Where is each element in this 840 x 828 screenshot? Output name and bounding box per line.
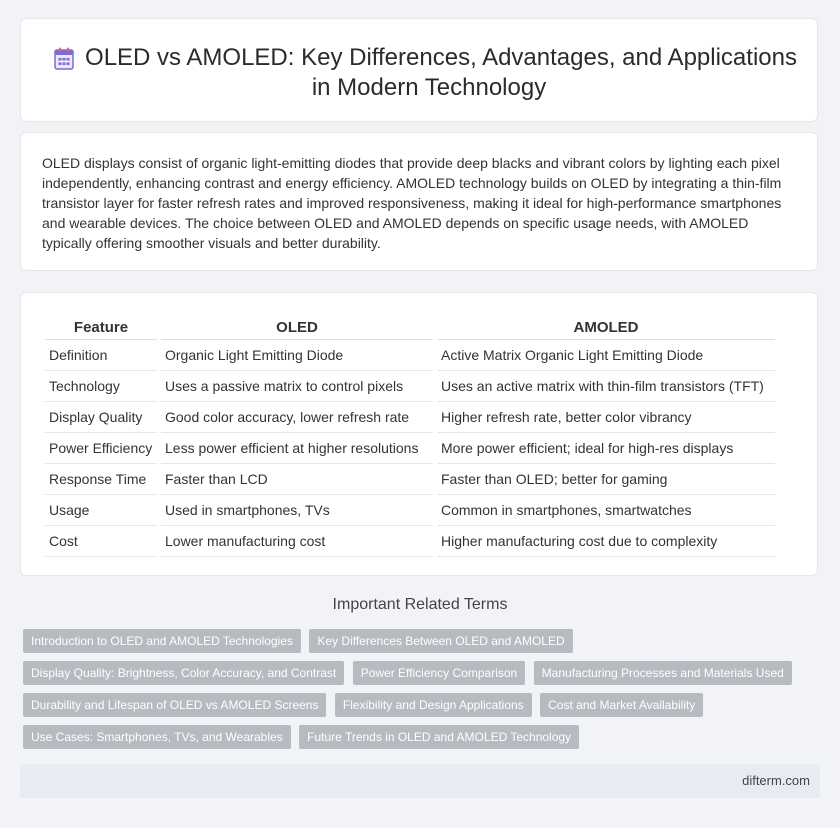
related-term-tag[interactable]: Power Efficiency Comparison bbox=[353, 661, 526, 685]
table-row bbox=[45, 402, 775, 433]
table-row bbox=[45, 495, 775, 526]
header-amoled: AMOLED bbox=[437, 313, 775, 340]
table-cell: Uses an active matrix with thin-film transistors (TFT) bbox=[437, 371, 775, 402]
table-cell: Higher refresh rate, better color vibrancy bbox=[437, 402, 775, 433]
table-cell: Display Quality bbox=[45, 402, 157, 433]
footer bbox=[20, 764, 820, 798]
header-oled: OLED bbox=[161, 313, 433, 340]
table-row bbox=[45, 464, 775, 495]
table-cell: Active Matrix Organic Light Emitting Diode bbox=[437, 340, 775, 371]
related-terms-title: Important Related Terms bbox=[332, 596, 508, 613]
related-term-tag[interactable]: Introduction to OLED and AMOLED Technologies bbox=[23, 629, 301, 653]
page-title: OLED vs AMOLED: Key Differences, Advantages, and Applications in Modern Technology bbox=[85, 44, 797, 101]
related-terms-tags bbox=[23, 629, 823, 757]
table-cell: Technology bbox=[45, 371, 157, 402]
table-row bbox=[45, 340, 775, 371]
related-term-tag[interactable]: Future Trends in OLED and AMOLED Technology bbox=[299, 725, 579, 749]
table-row bbox=[45, 526, 775, 557]
table-cell: More power efficient; ideal for high-res displays bbox=[437, 433, 775, 464]
table-cell: Less power efficient at higher resolutions bbox=[161, 433, 433, 464]
table-row bbox=[45, 433, 775, 464]
related-term-tag[interactable]: Manufacturing Processes and Materials Used bbox=[534, 661, 792, 685]
table-cell: Power Efficiency bbox=[45, 433, 157, 464]
comparison-table bbox=[41, 313, 779, 557]
related-term-tag[interactable]: Cost and Market Availability bbox=[540, 693, 703, 717]
table-cell: Faster than LCD bbox=[161, 464, 433, 495]
related-term-tag[interactable]: Key Differences Between OLED and AMOLED bbox=[309, 629, 572, 653]
table-cell: Uses a passive matrix to control pixels bbox=[161, 371, 433, 402]
table-header-row bbox=[45, 313, 775, 340]
related-term-tag[interactable]: Flexibility and Design Applications bbox=[335, 693, 532, 717]
intro-card bbox=[20, 132, 818, 271]
intro-paragraph: OLED displays consist of organic light-emitting diodes that provide deep blacks and vibrant colors by lighting each pixel independently, enhancing contrast and energy efficiency. AMOLED technology builds on OLED by integrating a thin-film transistor layer for faster refresh rates and improved responsiveness, making it ideal for high-performance smartphones and wearable devices. The choice between OLED and AMOLED depends on specific usage needs, with AMOLED typically offering smoother visuals and better durability. bbox=[42, 155, 782, 251]
related-term-tag[interactable]: Display Quality: Brightness, Color Accuracy, and Contrast bbox=[23, 661, 344, 685]
header-feature: Feature bbox=[45, 313, 157, 340]
table-cell: Faster than OLED; better for gaming bbox=[437, 464, 775, 495]
table-cell: Response Time bbox=[45, 464, 157, 495]
table-cell: Usage bbox=[45, 495, 157, 526]
related-term-tag[interactable]: Durability and Lifespan of OLED vs AMOLED Screens bbox=[23, 693, 326, 717]
table-cell: Cost bbox=[45, 526, 157, 557]
table-row bbox=[45, 371, 775, 402]
table-cell: Lower manufacturing cost bbox=[161, 526, 433, 557]
footer-site-link[interactable]: difterm.com bbox=[742, 773, 810, 788]
header-card bbox=[20, 18, 818, 122]
related-term-tag[interactable]: Use Cases: Smartphones, TVs, and Wearables bbox=[23, 725, 291, 749]
table-cell: Definition bbox=[45, 340, 157, 371]
table-cell: Used in smartphones, TVs bbox=[161, 495, 433, 526]
table-cell: Good color accuracy, lower refresh rate bbox=[161, 402, 433, 433]
table-cell: Organic Light Emitting Diode bbox=[161, 340, 433, 371]
table-cell: Common in smartphones, smartwatches bbox=[437, 495, 775, 526]
comparison-table-card bbox=[20, 292, 818, 576]
table-cell: Higher manufacturing cost due to complexity bbox=[437, 526, 775, 557]
